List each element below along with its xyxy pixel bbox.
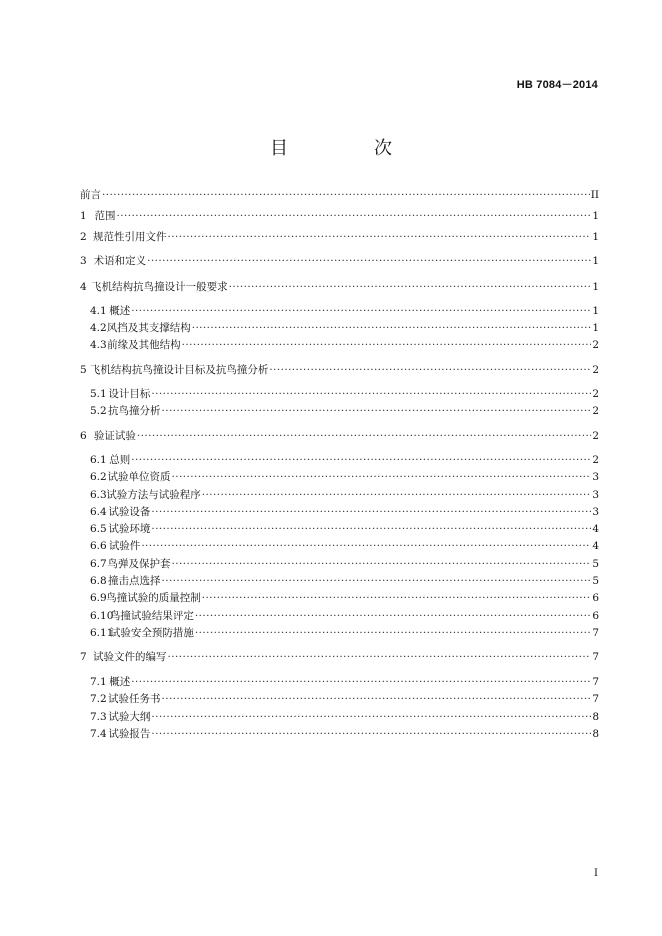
toc-leader-dots [172,469,592,485]
toc-entry-page: 2 [592,454,599,466]
toc-entry-page: 6 [592,592,599,604]
toc-entry[interactable] [90,625,599,641]
toc-leader-dots [151,504,591,520]
toc-entry-title: 风挡及其支撑结构 [106,322,191,334]
toc-entry-title: 规范性引用文件 [93,231,167,243]
toc-entry-number: 6.6 [90,540,107,552]
toc-entry-page: 3 [592,489,599,501]
toc-entry-page: 1 [592,231,599,243]
toc-entry-title: 试验设备 [108,506,151,518]
toc-entry[interactable] [90,691,599,707]
toc-entry-number: 2 [80,231,87,243]
toc-entry-page: 7 [592,627,599,639]
toc-entry[interactable] [80,229,599,245]
toc-entry[interactable] [80,362,599,378]
toc-entry-page: 1 [592,281,599,293]
toc-entry-page: 1 [592,322,599,334]
toc-entry-page: 4 [592,523,599,535]
toc-leader-dots [147,253,591,269]
toc-entry-page: 1 [592,210,599,222]
toc-entry-number: 6.11 [90,627,114,639]
toc-leader-dots [151,386,591,402]
toc-leader-dots [202,487,592,503]
toc-entry-title: 鸟弹及保护套 [107,558,171,570]
toc-entry-title: 总则 [109,454,131,466]
toc-leader-dots [161,403,591,419]
toc-entry-title: 试验件 [108,540,141,552]
toc-leader-dots [168,229,592,245]
toc-entry-number: 6.9 [90,592,107,604]
toc-entry-number: 4.1 [90,305,107,317]
toc-entry[interactable] [90,386,599,402]
toc-entry-page: II [590,189,599,201]
toc-entry-number: 3 [80,255,87,267]
toc-entry[interactable] [90,556,599,572]
toc-leader-dots [269,362,591,378]
toc-entry-number: 7.4 [90,728,107,740]
toc-entry[interactable] [90,674,599,690]
toc-entry-number: 5.2 [90,405,107,417]
toc-entry-page: 3 [592,506,599,518]
toc-entry-title: 试验单位资质 [107,471,171,483]
toc-entry-title: 概述 [109,305,131,317]
toc-entry-page: 2 [592,388,599,400]
toc-leader-dots [117,208,592,224]
toc-entry-page: 7 [592,693,599,705]
page-title: 目 次 [270,138,426,159]
toc-entry[interactable] [80,428,599,444]
toc-entry-title: 抗鸟撞分析 [107,405,161,417]
toc-leader-dots [131,452,591,468]
toc-entry-title: 验证试验 [93,430,136,442]
toc-entry[interactable] [80,649,599,665]
toc-entry[interactable] [90,452,599,468]
toc-entry-title: 前言 [80,189,101,201]
toc-leader-dots [151,726,591,742]
toc-entry-number: 6.4 [90,506,107,518]
toc-entry[interactable] [80,253,599,269]
toc-entry[interactable] [90,469,599,485]
toc-entry-title: 飞机结构抗鸟撞设计一般要求 [91,281,228,293]
toc-leader-dots [131,674,591,690]
page-number: I [594,868,598,879]
toc-entry-page: 2 [592,364,599,376]
toc-entry-title: 术语和定义 [93,255,147,267]
toc-entry-number: 6.2 [90,471,107,483]
toc-entry-number: 7.3 [90,711,107,723]
toc-entry-title: 设计目标 [108,388,151,400]
toc-entry-number: 7.2 [90,693,107,705]
toc-leader-dots [202,590,592,606]
toc-entry[interactable] [90,320,599,336]
toc-entry-page: 8 [592,711,599,723]
toc-entry-number: 6.3 [90,489,107,501]
toc-leader-dots [151,521,591,537]
toc-entry[interactable] [90,504,599,520]
toc-entry[interactable] [90,521,599,537]
toc-entry-number: 4.3 [90,339,107,351]
toc-entry-number: 7.1 [90,676,107,688]
toc-entry-title: 试验安全预防措施 [109,627,194,639]
toc-entry-page: 2 [592,430,599,442]
toc-entry-title: 鸟撞试验结果评定 [109,610,194,622]
toc-entry-title: 试验文件的编写 [93,651,167,663]
toc-leader-dots [229,279,592,295]
toc-entry-page: 5 [592,575,599,587]
toc-entry-page: 1 [592,305,599,317]
toc-entry-title: 试验方法与试验程序 [106,489,201,501]
toc-leader-dots [192,320,592,336]
toc-entry-number: 6.1 [90,454,107,466]
toc-leader-dots [137,428,591,444]
toc-entry-number: 4.2 [90,322,107,334]
toc-entry-title: 试验报告 [108,728,151,740]
toc-leader-dots [141,538,591,554]
toc-leader-dots [168,649,592,665]
toc-entry[interactable] [90,337,599,353]
toc-entry-title: 前缘及其他结构 [107,339,181,351]
toc-leader-dots [195,625,591,641]
toc-entry-page: 5 [592,558,599,570]
toc-entry[interactable] [90,590,599,606]
toc-entry-title: 试验环境 [108,523,151,535]
toc-leader-dots [151,709,591,725]
toc-entry-number: 4 [80,281,87,293]
toc-entry-page: 6 [592,610,599,622]
toc-leader-dots [172,556,592,572]
toc-entry-title: 试验大纲 [108,711,151,723]
toc-entry-page: 2 [592,339,599,351]
toc-entry[interactable] [90,573,599,589]
toc-leader-dots [161,691,591,707]
toc-leader-dots [182,337,592,353]
toc-entry-number: 7 [80,651,87,663]
toc-entry[interactable] [90,487,599,503]
toc-entry[interactable] [80,187,599,203]
toc-entry-page: 7 [592,651,599,663]
toc-entry-title: 范围 [94,210,116,222]
toc-leader-dots [102,187,590,203]
toc-entry-page: 1 [592,255,599,267]
toc-entry-title: 概述 [109,676,131,688]
toc-entry[interactable] [90,403,599,419]
toc-entry-number: 1 [80,210,87,222]
toc-entry-number: 6.5 [90,523,107,535]
toc-entry[interactable] [90,608,599,624]
toc-entry-page: 2 [592,405,599,417]
toc-entry-page: 7 [592,676,599,688]
toc-entry[interactable] [90,538,599,554]
toc-entry-title: 飞机结构抗鸟撞设计目标及抗鸟撞分析 [89,364,269,376]
toc-entry-number: 5 [80,364,87,376]
toc-entry-number: 6 [80,430,87,442]
toc-leader-dots [195,608,591,624]
toc-leader-dots [131,303,591,319]
toc-entry[interactable] [90,303,599,319]
toc-entry-title: 撞击点选择 [107,575,161,587]
toc-entry-page: 4 [592,540,599,552]
toc-entry-number: 6.7 [90,558,107,570]
toc-entry-number: 5.1 [90,388,107,400]
toc-entry-number: 6.10 [90,610,114,622]
toc-entry-page: 8 [592,728,599,740]
toc-entry-title: 鸟撞试验的质量控制 [106,592,201,604]
toc-entry-page: 3 [592,471,599,483]
standard-code: HB 7084－2014 [516,79,598,91]
toc-entry-title: 试验任务书 [107,693,161,705]
toc-entry[interactable] [90,709,599,725]
toc-leader-dots [161,573,591,589]
toc-entry[interactable] [80,208,599,224]
toc-entry[interactable] [80,279,599,295]
toc-entry-number: 6.8 [90,575,107,587]
toc-entry[interactable] [90,726,599,742]
